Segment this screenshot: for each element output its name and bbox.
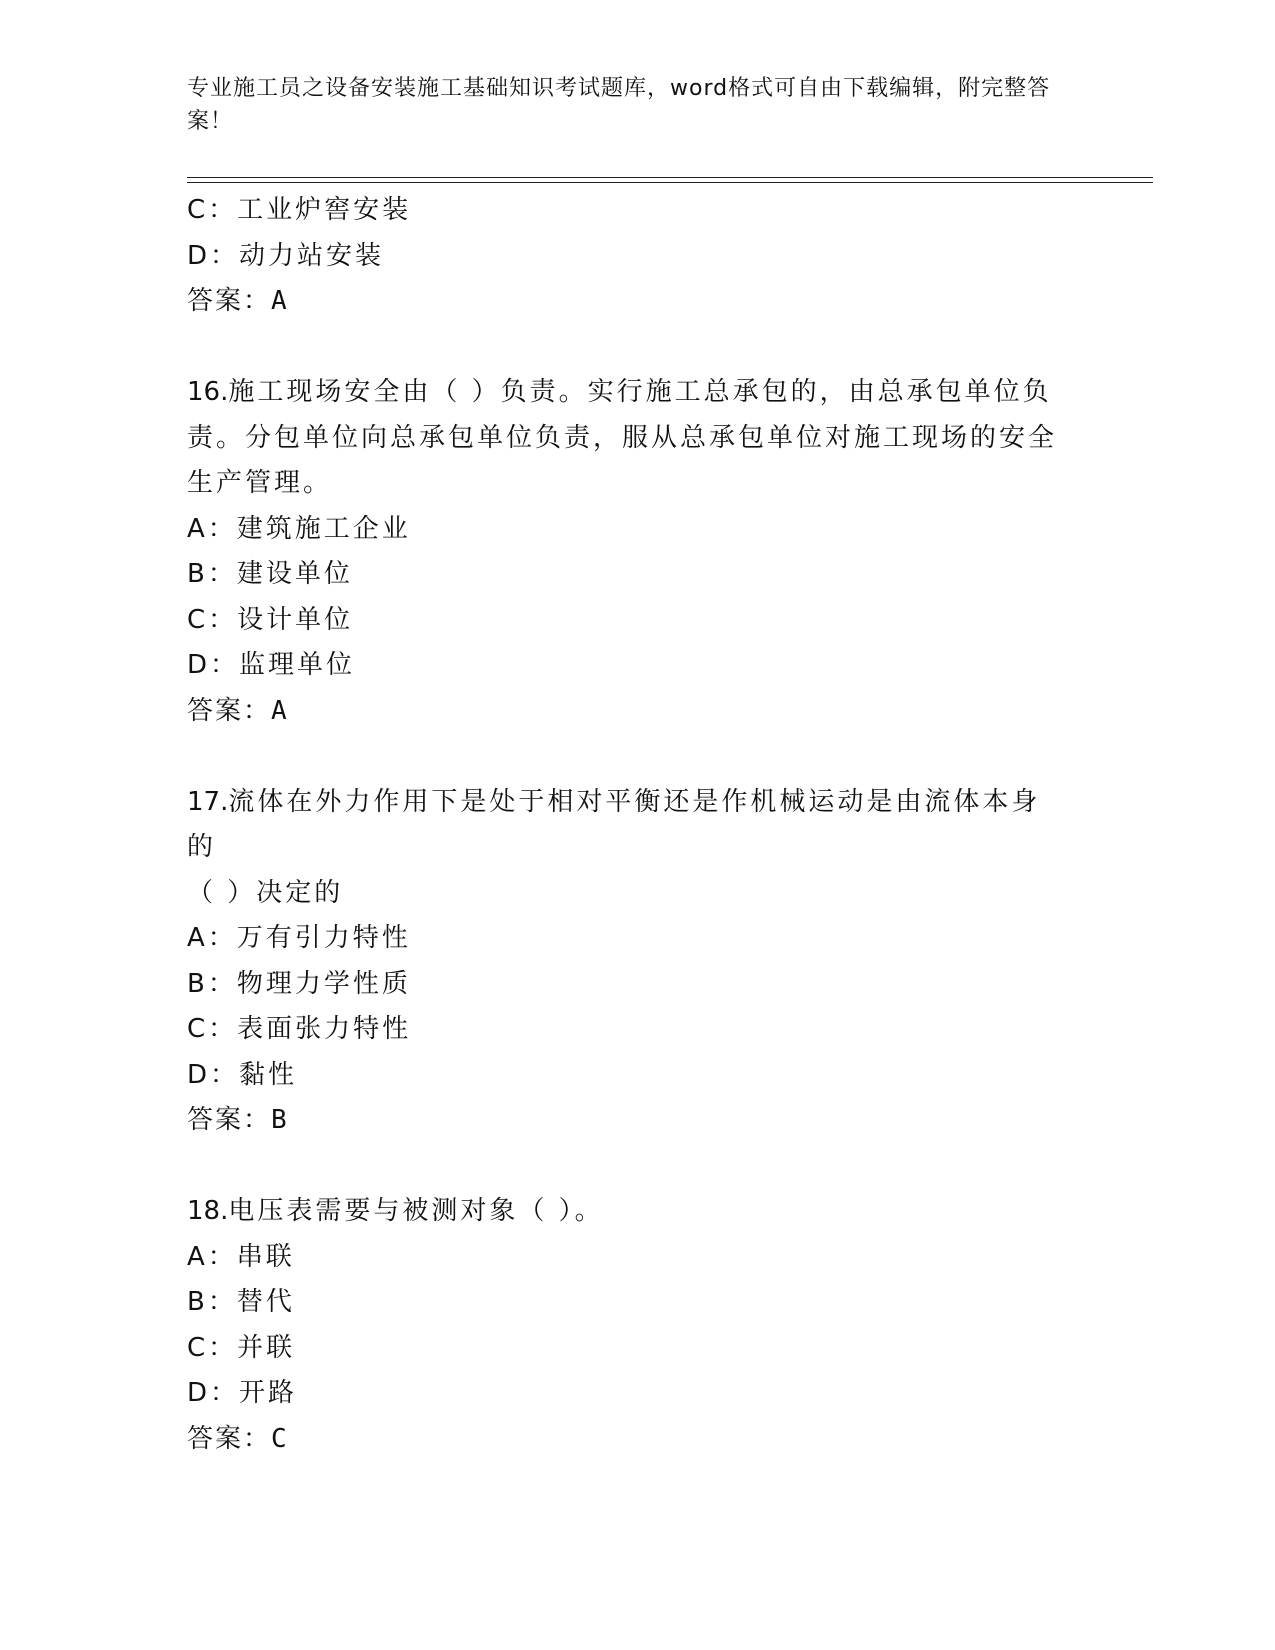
option-text: 开路: [239, 1378, 298, 1408]
option-row: [187, 962, 1087, 1008]
document-header: 专业施工员之设备安装施工基础知识考试题库，word格式可自由下载编辑，附完整答案！: [187, 76, 1051, 134]
option-row: [187, 188, 1087, 234]
option-text: 串联: [236, 1241, 295, 1272]
question-number: 16.: [187, 377, 229, 407]
question-text-line: 责。分包单位向总承包单位负责，服从总承包单位对施工现场的安全: [187, 422, 1058, 453]
option-key: C：: [187, 195, 238, 225]
question-text-line: 电压表需要与被测对象（ ）。: [228, 1196, 604, 1226]
answer-label: 答案：: [187, 1423, 272, 1454]
answer-label: 答案：: [187, 695, 272, 726]
option-key: D：: [187, 1059, 240, 1090]
answer-value: B: [271, 1105, 289, 1135]
header-divider-top: [187, 177, 1153, 178]
question-text-line: （ ）决定的: [187, 877, 344, 908]
option-text: 工业炉窖安装: [237, 195, 412, 225]
question-16: [187, 370, 1067, 507]
option-text: 万有引力特性: [236, 923, 411, 953]
option-key: A：: [187, 513, 237, 544]
option-row: [187, 234, 1087, 280]
option-row: [187, 598, 1087, 644]
answer-line: [187, 279, 1087, 325]
spacer: [187, 734, 1087, 780]
option-text: 建筑施工企业: [236, 513, 411, 544]
option-key: B：: [187, 968, 237, 999]
option-text: 监理单位: [239, 650, 356, 680]
answer-line: [187, 689, 1087, 735]
question-17: [187, 780, 1067, 917]
option-row: [187, 916, 1087, 962]
option-row: [187, 1326, 1087, 1372]
option-row: [187, 643, 1087, 689]
option-text: 物理力学性质: [236, 968, 411, 999]
option-key: C：: [187, 604, 238, 635]
question-18: [187, 1189, 1067, 1235]
option-text: 黏性: [239, 1059, 298, 1090]
answer-value: A: [271, 286, 289, 316]
option-key: A：: [187, 923, 237, 953]
option-text: 动力站安装: [239, 240, 385, 271]
answer-line: [187, 1098, 1087, 1144]
option-key: B：: [187, 1287, 237, 1317]
option-row: [187, 507, 1087, 553]
question-text-line: 生产管理。: [187, 468, 333, 498]
option-row: [187, 1235, 1087, 1281]
question-content: [187, 188, 1087, 1462]
answer-label: 答案：: [187, 1105, 272, 1135]
option-row: [187, 1053, 1087, 1099]
option-text: 设计单位: [237, 604, 354, 635]
answer-line: [187, 1417, 1087, 1463]
spacer: [187, 1144, 1087, 1190]
spacer: [187, 325, 1087, 371]
option-key: B：: [187, 559, 237, 589]
option-text: 并联: [237, 1332, 296, 1363]
option-text: 表面张力特性: [237, 1014, 412, 1044]
option-text: 建设单位: [236, 559, 353, 589]
option-key: C：: [187, 1332, 238, 1363]
option-row: [187, 1280, 1087, 1326]
question-number: 18.: [187, 1196, 229, 1226]
option-row: [187, 552, 1087, 598]
question-text-line: 流体在外力作用下是处于相对平衡还是作机械运动是由流体本身的: [187, 786, 1041, 862]
question-number: 17.: [187, 786, 229, 817]
question-text-line: 施工现场安全由（ ）负责。实行施工总承包的，由总承包单位负: [228, 377, 1052, 407]
option-key: D：: [187, 240, 240, 271]
answer-value: A: [271, 695, 289, 726]
option-key: A：: [187, 1241, 237, 1272]
option-row: [187, 1371, 1087, 1417]
option-key: D：: [187, 650, 240, 680]
option-text: 替代: [236, 1287, 295, 1317]
header-divider-bottom: [187, 182, 1153, 183]
answer-value: C: [271, 1423, 289, 1454]
option-key: C：: [187, 1014, 238, 1044]
option-key: D：: [187, 1378, 240, 1408]
answer-label: 答案：: [187, 286, 272, 316]
option-row: [187, 1007, 1087, 1053]
